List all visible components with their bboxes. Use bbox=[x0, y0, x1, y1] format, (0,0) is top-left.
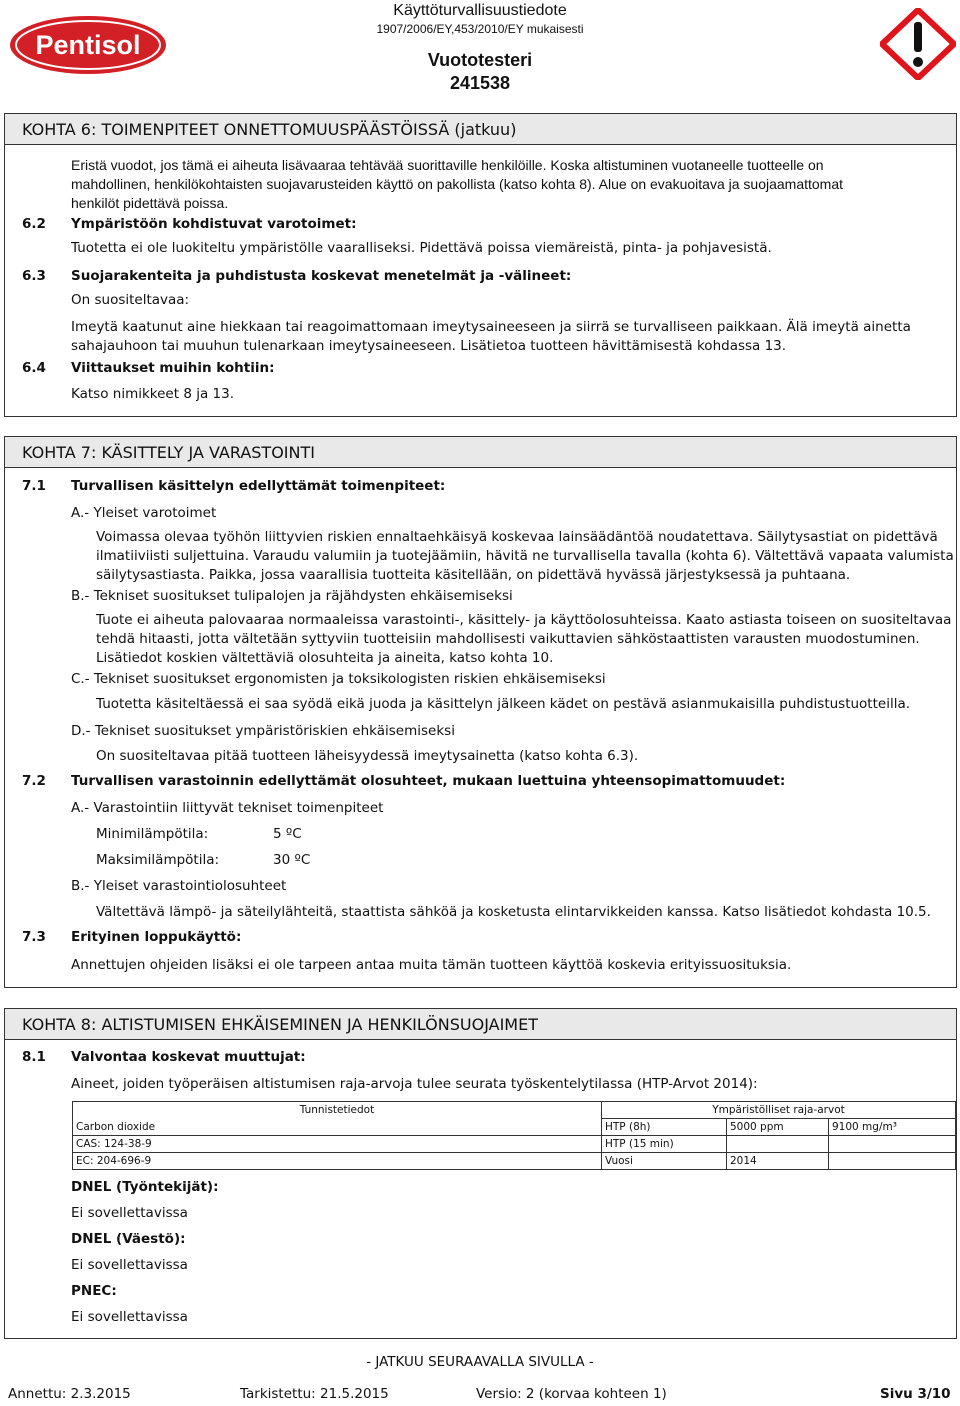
min-temp-value: 5 ºC bbox=[273, 826, 302, 842]
s72-b-text: Vältettävä lämpö- ja säteilylähteitä, staattista sähköä ja kosketusta elintarvikkeiden kanssa. Katso lisätiedot kohdasta 10.5. bbox=[96, 904, 931, 920]
s6-intro-line-3: henkilöt pidettävä poissa. bbox=[71, 195, 229, 211]
table-cell-value1: 2014 bbox=[727, 1153, 829, 1170]
s72-b-title: B.- Yleiset varastointiolosuhteet bbox=[71, 878, 287, 894]
s72-a-title: A.- Varastointiin liittyvät tekniset toimenpiteet bbox=[71, 800, 384, 816]
s71-b-line-1: Tuote ei aiheuta palovaaraa normaaleissa varastointi-, käsittely- ja käyttöolosuhteissa. Kaato astiasta toiseen on suositeltavaa bbox=[96, 612, 952, 628]
table-header-identifiers: Tunnistetiedot bbox=[73, 1102, 602, 1119]
issued-date: Annettu: 2.3.2015 bbox=[8, 1386, 131, 1402]
table-cell-id: EC: 204-696-9 bbox=[73, 1153, 602, 1170]
s81-number: 8.1 bbox=[22, 1049, 46, 1065]
s71-d-text: On suositeltavaa pitää tuotteen läheisyydessä imeytysainetta (katso kohta 6.3). bbox=[96, 748, 639, 764]
s72-title: Turvallisen varastoinnin edellyttämät olosuhteet, mukaan luettuina yhteensopimattomuudet: bbox=[71, 773, 786, 789]
table-cell-value2 bbox=[829, 1153, 956, 1170]
s81-text: Aineet, joiden työperäisen altistumisen raja-arvoja tulee seurata työskentelytilassa (HTP-Arvot 2014): bbox=[71, 1076, 758, 1092]
exposure-limits-table bbox=[72, 1101, 956, 1170]
dnel-population-label: DNEL (Väestö): bbox=[71, 1231, 186, 1247]
min-temp-label: Minimilämpötila: bbox=[96, 826, 209, 842]
table-header-limits: Ympäristölliset raja-arvot bbox=[602, 1102, 956, 1119]
s62-title: Ympäristöön kohdistuvat varotoimet: bbox=[71, 216, 357, 232]
s71-a-line-2: ilmatiiviisti suljettuina. Varaudu valumiin ja tuotejäämiin, hävitä ne turvallisella tavalla (kohta 6). Vältettävä vapaata valumista bbox=[96, 548, 954, 564]
version-info: Versio: 2 (korvaa kohteen 1) bbox=[476, 1386, 667, 1402]
table-row bbox=[73, 1153, 956, 1170]
regulation-text: 1907/2006/EY,453/2010/EY mukaisesti bbox=[376, 22, 584, 36]
max-temp-value: 30 ºC bbox=[273, 852, 311, 868]
product-code: 241538 bbox=[449, 73, 511, 93]
table-cell-type: HTP (8h) bbox=[602, 1119, 727, 1136]
document-title: Käyttöturvallisuustiedote bbox=[393, 2, 567, 19]
table-cell-value2 bbox=[829, 1136, 956, 1153]
max-temp-label: Maksimilämpötila: bbox=[96, 852, 220, 868]
table-cell-value1 bbox=[727, 1136, 829, 1153]
table-row bbox=[73, 1136, 956, 1153]
s71-b-title: B.- Tekniset suositukset tulipalojen ja räjähdysten ehkäisemiseksi bbox=[71, 588, 513, 604]
s71-b-line-3: Lisätiedot koskien vältettäviä olosuhteita ja aineita, katso kohta 10. bbox=[96, 650, 554, 666]
continue-notice: - JATKUU SEURAAVALLA SIVULLA - bbox=[366, 1354, 594, 1370]
s72-number: 7.2 bbox=[22, 773, 46, 789]
s62-text: Tuotetta ei ole luokiteltu ympäristölle vaaralliseksi. Pidettävä poissa viemäreistä, pinta- ja pohjavesistä. bbox=[71, 240, 772, 256]
s71-d-title: D.- Tekniset suositukset ympäristöriskien ehkäisemiseksi bbox=[71, 723, 455, 739]
s63-number: 6.3 bbox=[22, 268, 46, 284]
section6-title: KOHTA 6: TOIMENPITEET ONNETTOMUUSPÄÄSTÖISSÄ (jatkuu) bbox=[22, 120, 517, 139]
s63-title: Suojarakenteita ja puhdistusta koskevat menetelmät ja -välineet: bbox=[71, 268, 572, 284]
s71-a-title: A.- Yleiset varotoimet bbox=[71, 505, 217, 521]
dnel-worker-value: Ei sovellettavissa bbox=[71, 1205, 188, 1221]
s71-a-line-3: säilytysastiasta. Paikka, jossa vaarallisia tuotteita käsitellään, on pidettävä hyvässä järjestyksessä ja puhtaana. bbox=[96, 567, 851, 583]
s71-b-line-2: tehdä hitaasti, jotta vältetään syttyviin tuotteisiin mahdollisesti vaikuttavien sähköstaattisten varausten muodostuminen. bbox=[96, 631, 920, 647]
pnec-value: Ei sovellettavissa bbox=[71, 1309, 188, 1325]
s64-title: Viittaukset muihin kohtiin: bbox=[71, 360, 275, 376]
s64-text: Katso nimikkeet 8 ja 13. bbox=[71, 386, 234, 402]
s63-line-1: Imeytä kaatunut aine hiekkaan tai reagoimattomaan imeytysaineeseen ja siirrä se turvalliseen paikkaan. Älä imeytä ainetta bbox=[71, 319, 911, 335]
section8-title: KOHTA 8: ALTISTUMISEN EHKÄISEMINEN JA HENKILÖNSUOJAIMET bbox=[22, 1015, 538, 1034]
s73-number: 7.3 bbox=[22, 929, 46, 945]
s81-title: Valvontaa koskevat muuttujat: bbox=[71, 1049, 306, 1065]
page-number: Sivu 3/10 bbox=[880, 1386, 951, 1402]
pnec-label: PNEC: bbox=[71, 1283, 117, 1299]
pentisol-logo bbox=[8, 14, 168, 76]
s63-subtitle: On suositeltavaa: bbox=[71, 292, 190, 308]
table-cell-id: Carbon dioxide bbox=[73, 1119, 602, 1136]
product-name: Vuototesteri bbox=[427, 50, 533, 70]
s71-c-text: Tuotetta käsiteltäessä ei saa syödä eikä juoda ja käsittelyn jälkeen kädet on pestävä asianmukaisilla puhdistustuotteilla. bbox=[96, 696, 911, 712]
exclamation-warning-icon bbox=[880, 8, 956, 80]
s71-number: 7.1 bbox=[22, 478, 46, 494]
reviewed-date: Tarkistettu: 21.5.2015 bbox=[240, 1386, 389, 1402]
s64-number: 6.4 bbox=[22, 360, 46, 376]
table-row bbox=[73, 1119, 956, 1136]
table-cell-id: CAS: 124-38-9 bbox=[73, 1136, 602, 1153]
s73-title: Erityinen loppukäyttö: bbox=[71, 929, 242, 945]
s71-title: Turvallisen käsittelyn edellyttämät toimenpiteet: bbox=[71, 478, 446, 494]
dnel-population-value: Ei sovellettavissa bbox=[71, 1257, 188, 1273]
s6-intro-line-1: Eristä vuodot, jos tämä ei aiheuta lisävaaraa tehtävää suorittaville henkilöille. Koska altistuminen vuotaneelle tuotteelle on bbox=[71, 157, 824, 173]
s63-line-2: sahajauhoon tai muuhun tulenarkaan imeytysaineeseen. Lisätietoa tuotteen hävittämisestä kohdassa 13. bbox=[71, 338, 787, 354]
section7-title: KOHTA 7: KÄSITTELY JA VARASTOINTI bbox=[22, 443, 315, 462]
table-cell-type: Vuosi bbox=[602, 1153, 727, 1170]
table-header-row bbox=[73, 1102, 956, 1119]
s62-number: 6.2 bbox=[22, 216, 46, 232]
svg-text:Pentisol: Pentisol bbox=[35, 30, 141, 60]
table-cell-value1: 5000 ppm bbox=[727, 1119, 829, 1136]
s6-intro-line-2: mahdollinen, henkilökohtaisten suojavarusteiden käyttö on pakollista (katso kohta 8). Alue on evakuoitava ja suojaamattomat bbox=[71, 176, 844, 192]
table-cell-type: HTP (15 min) bbox=[602, 1136, 727, 1153]
table-cell-value2: 9100 mg/m³ bbox=[829, 1119, 956, 1136]
s71-a-line-1: Voimassa olevaa työhön liittyvien riskien ennaltaehkäisyä koskevaa lainsäädäntöä noudatettava. Säilytysastiat on pidettävä bbox=[96, 529, 938, 545]
dnel-worker-label: DNEL (Työntekijät): bbox=[71, 1179, 219, 1195]
s73-text: Annettujen ohjeiden lisäksi ei ole tarpeen antaa muita tämän tuotteen käyttöä koskevia erityissuosituksia. bbox=[71, 957, 792, 973]
s71-c-title: C.- Tekniset suositukset ergonomisten ja toksikologisten riskien ehkäisemiseksi bbox=[71, 671, 606, 687]
